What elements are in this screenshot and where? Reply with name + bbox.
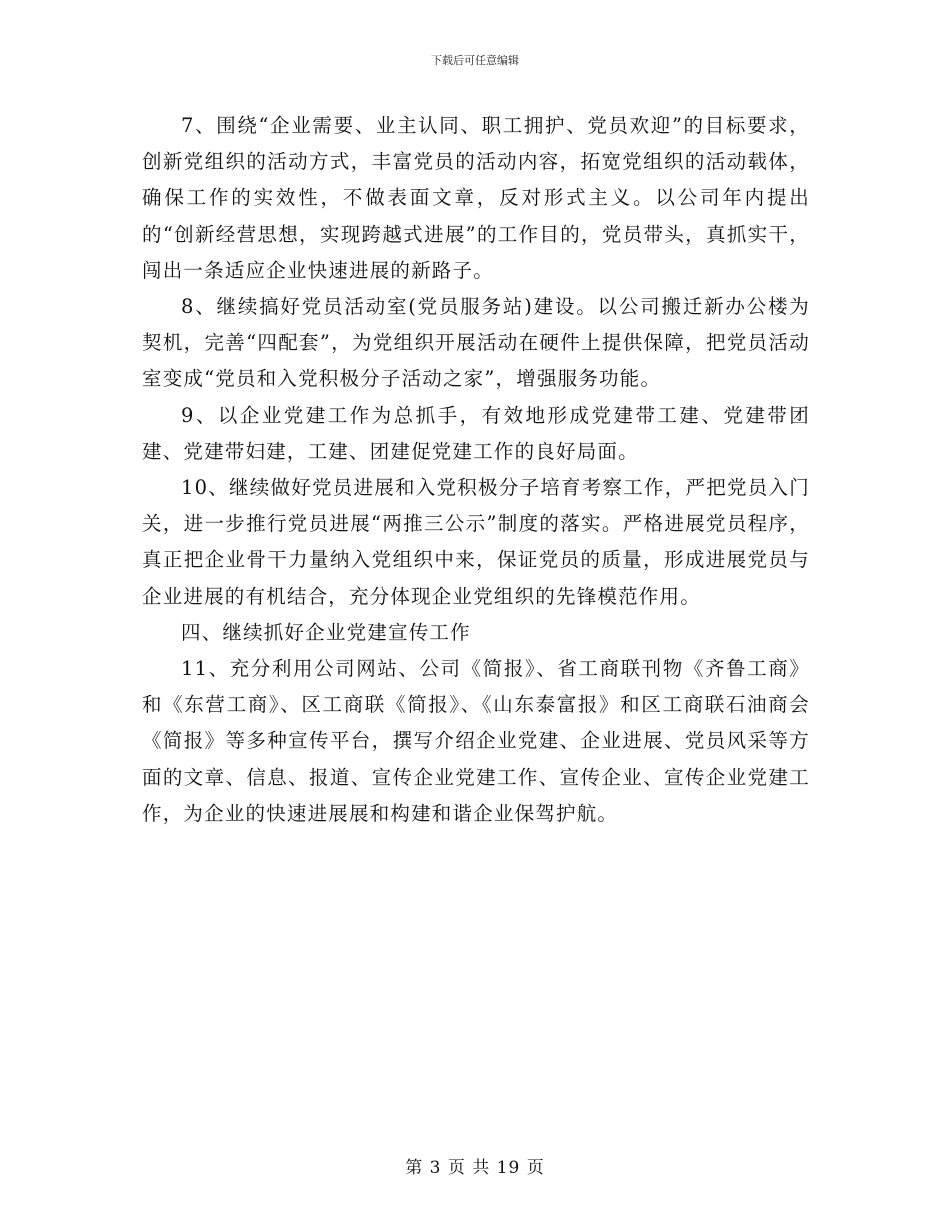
document-body [142, 108, 810, 832]
section-heading-4: 四、继续抓好企业党建宣传工作 [181, 620, 471, 644]
paragraph-item-9: 9、以企业党建工作为总抓手，有效地形成党建带工建、党建带团建、党建带妇建，工建、团建促党建工作的良好局面。 [142, 403, 810, 463]
page-number-footer: 第 3 页 共 19 页 [405, 1158, 545, 1178]
paragraph-item-11: 11、充分利用公司网站、公司《简报》、省工商联刊物《齐鲁工商》和《东营工商》、区工商联《简报》、《山东泰富报》和区工商联石油商会《简报》等多种宣传平台，撰写介绍企业党建、企业进展、党员风采等方面的文章、信息、报道、宣传企业党建工作、宣传企业、宣传企业党建工作，为企业的快速进展展和构建和谐企业保驾护航。 [142, 657, 810, 825]
paragraph-item-8: 8、继续搞好党员活动室(党员服务站)建设。以公司搬迁新办公楼为契机，完善“四配套”，为党组织开展活动在硬件上提供保障，把党员活动室变成“党员和入党积极分子活动之家”，增强服务功能。 [142, 295, 810, 391]
paragraph-item-10: 10、继续做好党员进展和入党积极分子培育考察工作，严把党员入门关，进一步推行党员进展“两推三公示”制度的落实。严格进展党员程序，真正把企业骨干力量纳入党组织中来，保证党员的质量，形成进展党员与企业进展的有机结合，充分体现企业党组织的先锋模范作用。 [142, 476, 810, 608]
paragraph-item-7: 7、围绕“企业需要、业主认同、职工拥护、党员欢迎”的目标要求，创新党组织的活动方式，丰富党员的活动内容，拓宽党组织的活动载体，确保工作的实效性，不做表面文章，反对形式主义。以公司年内提出的“创新经营思想，实现跨越式进展”的工作目的，党员带头，真抓实干，闯出一条适应企业快速进展的新路子。 [142, 114, 810, 282]
page-header-note: 下载后可任意编辑 [431, 54, 519, 67]
